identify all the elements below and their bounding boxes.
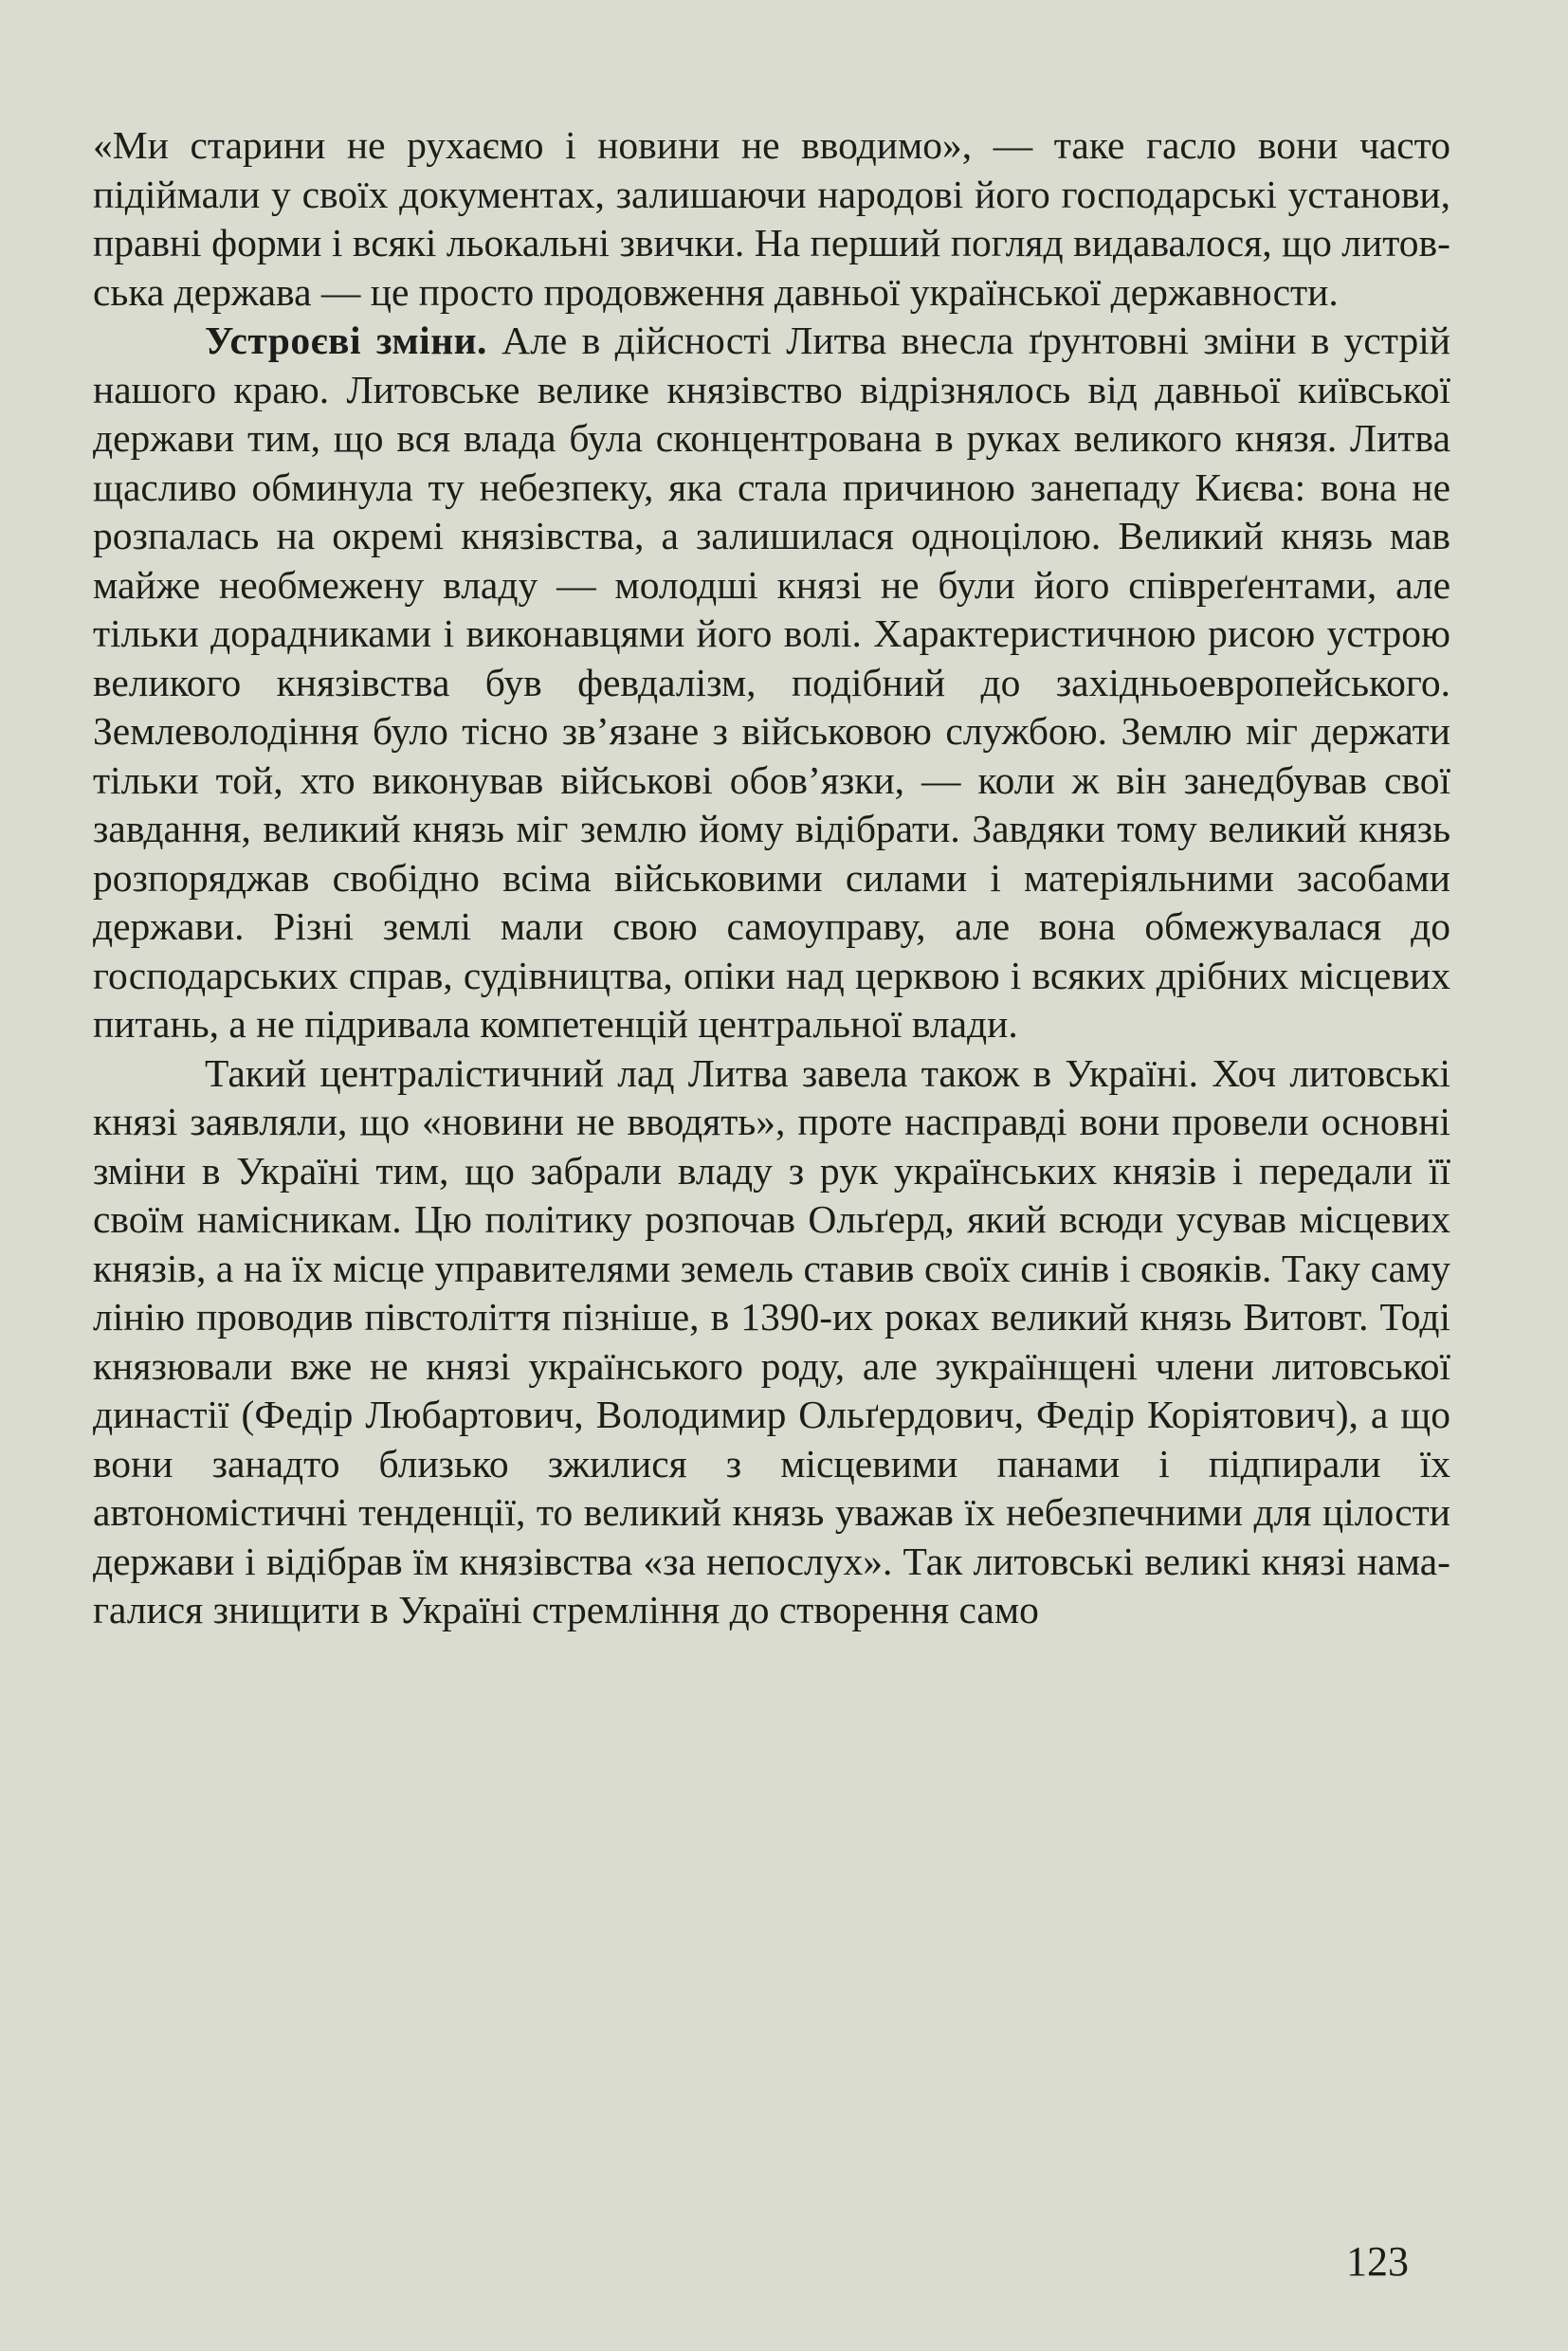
section-heading: Устроєві зміни.	[205, 319, 487, 362]
paragraph-3-text: Такий централістичний лад Литва завела також в Україні. Хоч литовські князі заявляли, що «новини не вводять», проте насправді вони провели основні зміни в Україні тим, що забрали владу з рук українських князів і передали її своїм намісникам. Цю політику розпочав Ольґерд, який всюди усував місцевих князів, а на їх місце управителями земель ставив своїх синів і свояків. Таку саму лінію проводив півстоліття пізніше, в 1390-их роках великий князь Витовт. Тоді князювали вже не князі українського роду, але зукраїнщені члени литовської династії (Федір Любартович, Володимир Ольґердович, Федір Коріятович), а що вони занадто близько зжилися з місцевими панами і підпирали їх автономістичні тенденції, то великий князь уважав їх небезпечними для цілости держави і відібрав їм князівства «за непослух». Так литовські великі князі намагалися знищити в Україні стремління до створення само	[93, 1050, 1450, 1631]
paragraph-3	[93, 1049, 1450, 1635]
paragraph-2	[93, 317, 1450, 1049]
paragraph-2-text: Але в дійсності Литва внесла ґрунтовні зміни в устрій нашого краю. Литовське велике князівство відрізнялось від давньої київської держави тим, що вся влада була сконцентрована в руках великого князя. Литва щасливо обминула ту небезпеку, яка стала причиною занепаду Києва: вона не розпалась на окремі князівства, а залишилася одноцілою. Великий князь мав майже необмежену владу — молодші князі не були його співреґентами, але тільки дорадниками і виконавцями його волі. Характеристичною рисою устрою великого князівства був февдалізм, подібний до західньоевропейського. Землеволодіння було тісно зв’язане з військовою службою. Землю міг держати тільки той, хто виконував військові обов’язки, — коли ж він занедбував свої завдання, великий князь міг землю йому відібрати. Завдяки тому великий князь розпоряджав свобідно всіма військовими силами і матеріяльними засобами держави. Різні землі мали свою самоуправу, але вона обмежувалася до господарських справ, судівництва, опіки над церквою і всяких дрібних місцевих питань, а не підривала компетенцій центральної влади.	[93, 319, 1450, 1046]
body-text	[93, 121, 1450, 1635]
paragraph-1-text: «Ми старини не рухаємо і новини не вводимо», — таке гасло вони часто підіймали у своїх документах, залишаючи народові його господарські установи, правні форми і всякі льокальні звички. На перший погляд видавалося, що литовська держава — це просто продовження давньої української державности.	[93, 123, 1450, 314]
page-number: 123	[1346, 2238, 1409, 2285]
paragraph-1	[93, 121, 1450, 317]
